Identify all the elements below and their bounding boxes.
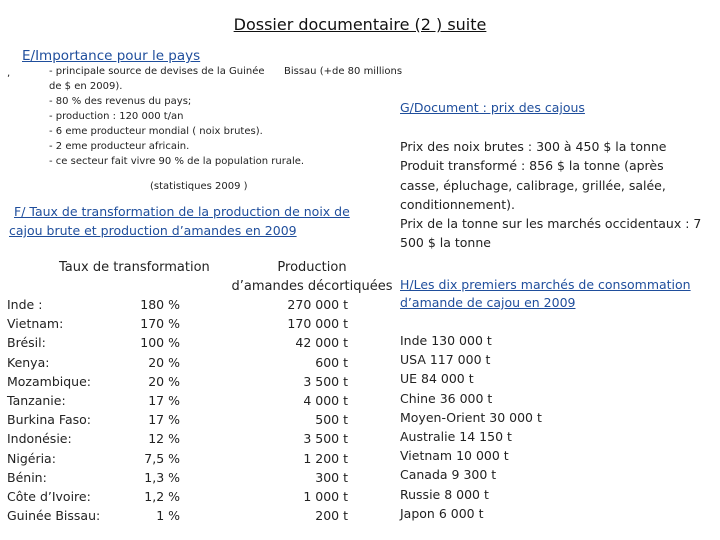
- rate-cell: 20 %: [148, 354, 180, 370]
- production-cell: 200 t: [315, 508, 348, 524]
- country-column: [7, 295, 100, 525]
- country-cell: Vietnam:: [7, 316, 64, 332]
- rate-cell: 1,2 %: [144, 488, 180, 504]
- production-cell: 1 000 t: [303, 488, 348, 504]
- country-cell: Burkina Faso:: [7, 412, 91, 428]
- production-cell: 4 000 t: [303, 392, 348, 408]
- col-prod-header-line1: Production: [277, 260, 347, 275]
- rate-cell: 1,3 %: [144, 469, 180, 485]
- section-e-heading: E/Importance pour le pays: [22, 48, 201, 64]
- section-g-line: 500 $ la tonne: [400, 235, 491, 251]
- section-e-list: [49, 64, 304, 169]
- rate-cell: 100 %: [140, 335, 180, 351]
- production-cell: 270 000 t: [287, 297, 348, 312]
- section-g-body: [400, 137, 701, 253]
- rate-cell: 1 %: [156, 508, 180, 524]
- rate-cell: 12 %: [148, 431, 180, 447]
- section-e-bissau-note: Bissau (+de 80 millions: [284, 66, 403, 77]
- country-cell: Nigéria:: [7, 450, 56, 466]
- section-e-line: - ce secteur fait vivre 90 % de la population rurale.: [49, 156, 305, 167]
- section-f-heading-line1: F/ Taux de transformation de la production de noix de: [14, 204, 350, 219]
- country-cell: Côte d’Ivoire:: [7, 488, 91, 504]
- section-e-marker: ,: [7, 68, 11, 79]
- rate-cell: 17 %: [148, 392, 180, 408]
- rate-column: [100, 295, 180, 525]
- production-cell: 600 t: [315, 354, 348, 370]
- section-f-heading: [9, 202, 350, 240]
- markets-list: [400, 331, 542, 523]
- production-cell: 300 t: [315, 469, 348, 485]
- country-cell: Brésil:: [7, 335, 46, 351]
- section-h-heading: [400, 276, 691, 312]
- section-g-line: Prix des noix brutes : 300 à 450 $ la tonne: [400, 139, 667, 154]
- production-cell: 3 500 t: [303, 431, 348, 447]
- section-g-line: conditionnement).: [400, 196, 515, 212]
- country-cell: Bénin:: [7, 469, 47, 485]
- col-prod-header-line2: d’amandes décortiquées: [231, 279, 393, 295]
- market-item: Canada 9 300 t: [400, 467, 497, 483]
- section-g-line: Produit transformé : 856 $ la tonne (après: [400, 158, 664, 174]
- market-item: Japon 6 000 t: [400, 505, 484, 521]
- production-cell: 3 500 t: [303, 373, 348, 389]
- market-item: Inde 130 000 t: [400, 333, 492, 348]
- section-g-heading: G/Document : prix des cajous: [400, 100, 585, 115]
- page-title: Dossier documentaire (2 ) suite: [233, 15, 487, 34]
- production-cell: 170 000 t: [287, 316, 348, 332]
- rate-cell: 20 %: [148, 373, 180, 389]
- rate-cell: 7,5 %: [144, 450, 180, 466]
- country-cell: Tanzanie:: [7, 392, 66, 408]
- section-e-line: - principale source de devises de la Guinée: [49, 66, 265, 77]
- country-cell: Indonésie:: [7, 431, 72, 447]
- section-e-line: - 80 % des revenus du pays;: [49, 96, 192, 107]
- country-cell: Mozambique:: [7, 373, 91, 389]
- col-rate-header: Taux de transformation: [59, 260, 210, 275]
- section-h-heading-line1: H/Les dix premiers marchés de consommation: [400, 277, 691, 292]
- market-item: Australie 14 150 t: [400, 428, 512, 444]
- section-g-line: casse, épluchage, calibrage, grillée, salée,: [400, 177, 666, 193]
- market-item: Moyen-Orient 30 000 t: [400, 409, 542, 425]
- section-e-line: - production : 120 000 t/an: [49, 111, 184, 122]
- market-item: Russie 8 000 t: [400, 486, 489, 502]
- market-item: USA 117 000 t: [400, 352, 491, 368]
- section-e-source: (statistiques 2009 ): [150, 181, 248, 192]
- production-cell: 42 000 t: [295, 335, 348, 351]
- section-h-heading-line2: d’amande de cajou en 2009: [400, 295, 576, 310]
- market-item: UE 84 000 t: [400, 371, 474, 387]
- rate-cell: 170 %: [140, 316, 180, 332]
- section-e-line: de $ en 2009).: [49, 81, 123, 92]
- section-e-line: - 2 eme producteur africain.: [49, 141, 190, 152]
- market-item: Vietnam 10 000 t: [400, 448, 509, 464]
- production-cell: 1 200 t: [303, 450, 348, 466]
- country-cell: Inde :: [7, 297, 43, 312]
- country-cell: Guinée Bissau:: [7, 508, 101, 524]
- production-column: [250, 295, 348, 525]
- section-f-heading-line2: cajou brute et production d’amandes en 2009: [9, 223, 297, 238]
- section-e-line: - 6 eme producteur mondial ( noix brutes).: [49, 126, 263, 137]
- market-item: Chine 36 000 t: [400, 390, 493, 406]
- section-g-line: Prix de la tonne sur les marchés occidentaux : 7: [400, 216, 702, 232]
- country-cell: Kenya:: [7, 354, 50, 370]
- rate-cell: 180 %: [140, 297, 180, 312]
- col-prod-header: [228, 258, 396, 297]
- rate-cell: 17 %: [148, 412, 180, 428]
- production-cell: 500 t: [315, 412, 348, 428]
